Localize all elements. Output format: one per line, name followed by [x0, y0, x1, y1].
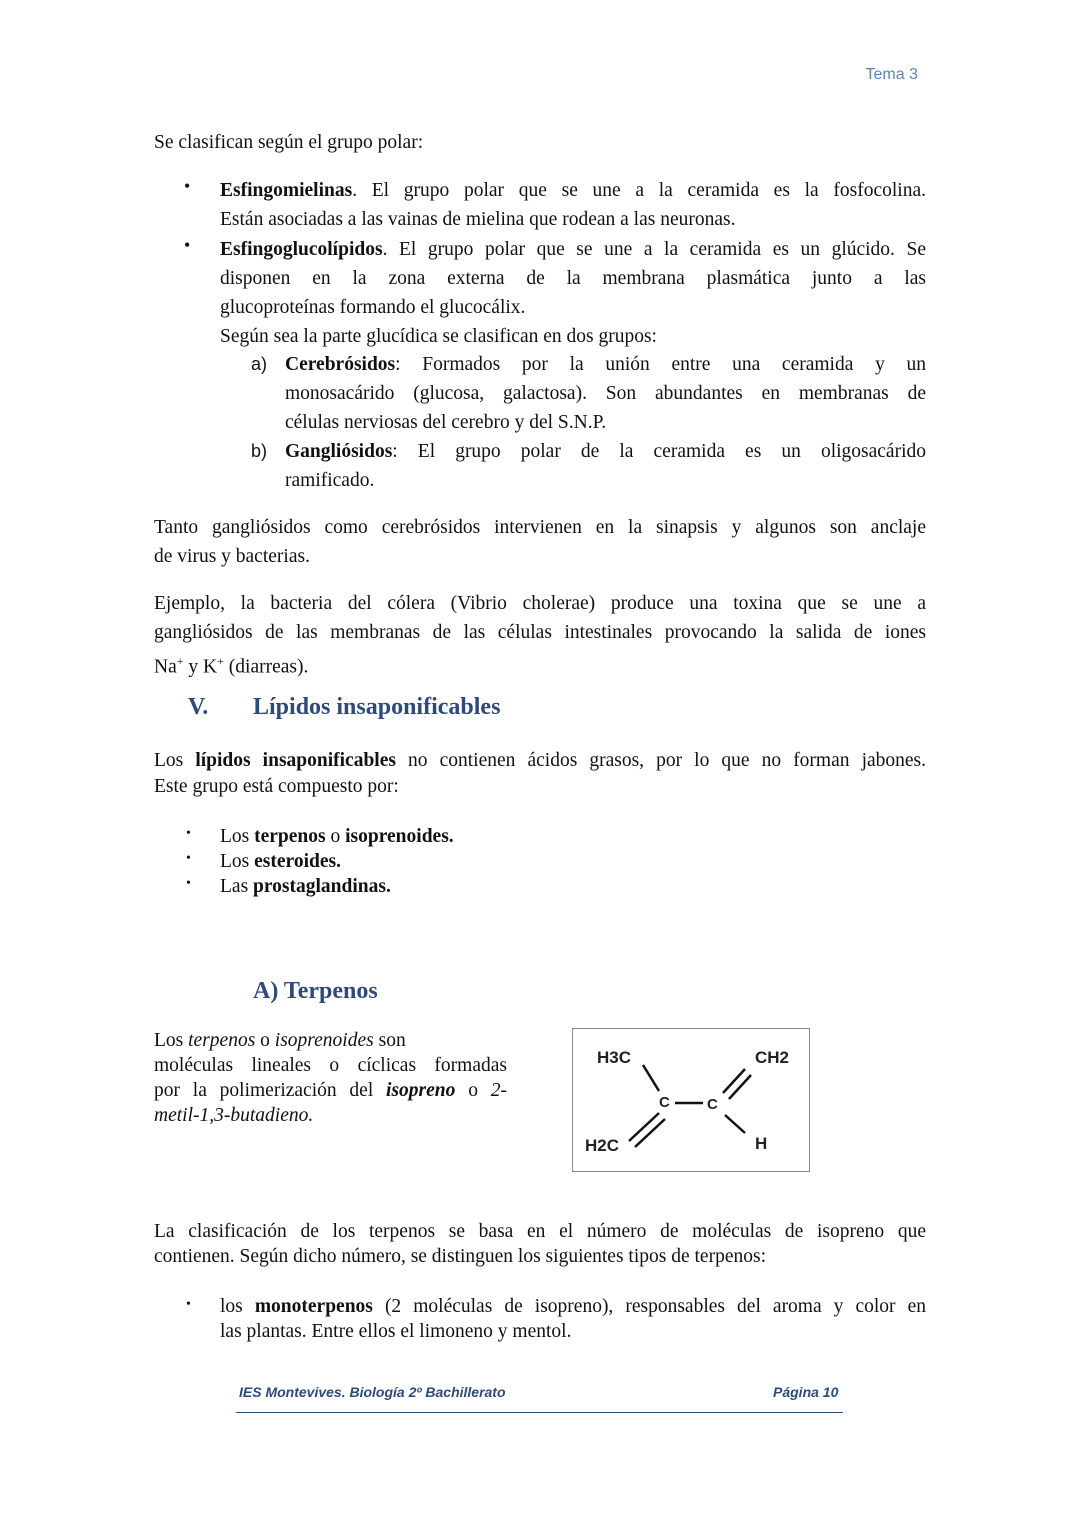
sub-marker-a: a) — [251, 354, 268, 374]
paragraph-terpenos: Los terpenos o isoprenoides son moléculas lineales o cíclicas formadas por la polimerización del isopreno o 2- metil-1,3-butadieno. — [154, 1030, 508, 1126]
label-ch2: CH2 — [755, 1048, 790, 1067]
bullet-icon: • — [186, 826, 191, 841]
label-c1: C — [659, 1094, 670, 1111]
list-item-esfingomielinas: Esfingomielinas. El grupo polar que se une a la ceramida es la fosfocolina. Están asociadas a las vainas de mielina que rodean a las neuronas. — [220, 180, 926, 230]
label-h3c: H3C — [597, 1048, 632, 1067]
sub-marker-b: b) — [251, 441, 268, 461]
paragraph-insaponificables: Los lípidos insaponificables no contienen ácidos grasos, por lo que no forman jabones. Este grupo está compuesto por: — [154, 750, 927, 797]
bond-c-h — [725, 1115, 745, 1133]
list-item-cerebrosidos: Cerebrósidos: Formados por la unión entre una ceramida y un monosacárido (glucosa, galactosa). Son abundantes en membranas de células nerviosas del cerebro y del S.N.P. — [285, 354, 926, 433]
list-item-monoterpenos: los monoterpenos (2 moléculas de isopreno), responsables del aroma y color en las plantas. Entre ellos el limoneno y mentol. — [220, 1296, 926, 1342]
list-item-gangliosidos: Gangliósidos: El grupo polar de la ceramida es un oligosacárido ramificado. — [285, 441, 926, 491]
bullet-icon: • — [186, 851, 191, 866]
bullet-icon: • — [186, 876, 191, 891]
label-c2: C — [707, 1096, 718, 1113]
bond-double-b2 — [729, 1075, 751, 1099]
section-number: V. — [188, 694, 209, 720]
list-item-terpenos: Los terpenos o isoprenoides. — [220, 826, 454, 847]
intro-text: Se clasifican según el grupo polar: — [154, 132, 424, 153]
bullet-icon: • — [186, 1297, 191, 1312]
bond-double-b1 — [723, 1069, 745, 1093]
isoprene-structure-diagram — [572, 1028, 810, 1172]
bullet-icon: • — [184, 176, 191, 196]
list-item-esfingoglucolipidos: Esfingoglucolípidos. El grupo polar que se une a la ceramida es un glúcido. Se disponen en la zona externa de la membrana plasmática junto a las glucoproteínas formando el glucocálix. Según sea la parte glucídica se clasifican en dos grupos: — [220, 239, 926, 347]
footer-page-number: Página 10 — [773, 1384, 839, 1400]
paragraph-clasificacion: La clasificación de los terpenos se basa en el número de moléculas de isopreno que contienen. Según dicho número, se distinguen los siguientes tipos de terpenos: — [154, 1221, 926, 1267]
bond-double-a1 — [629, 1113, 659, 1141]
list-item-prostaglandinas: Las prostaglandinas. — [220, 876, 391, 897]
subsection-title: A) Terpenos — [253, 978, 378, 1004]
footer-divider — [236, 1412, 843, 1413]
label-h: H — [755, 1134, 768, 1153]
label-h2c: H2C — [585, 1136, 620, 1155]
paragraph-colera: Ejemplo, la bacteria del cólera (Vibrio cholerae) produce una toxina que se une a gangliósidos de las membranas de las células intestinales provocando la salida de iones Na+ y K+ (diarreas). — [154, 593, 926, 678]
section-title: Lípidos insaponificables — [253, 694, 501, 720]
paragraph-sinapsis: Tanto gangliósidos como cerebrósidos intervienen en la sinapsis y algunos son anclaje de virus y bacterias. — [154, 517, 926, 567]
list-item-esteroides: Los esteroides. — [220, 851, 341, 872]
bond-double-a2 — [635, 1119, 665, 1147]
header-topic: Tema 3 — [865, 66, 918, 83]
footer-school: IES Montevives. Biología 2º Bachillerato — [239, 1384, 506, 1400]
bullet-icon: • — [184, 235, 191, 255]
bond-h3c-c — [643, 1065, 659, 1091]
